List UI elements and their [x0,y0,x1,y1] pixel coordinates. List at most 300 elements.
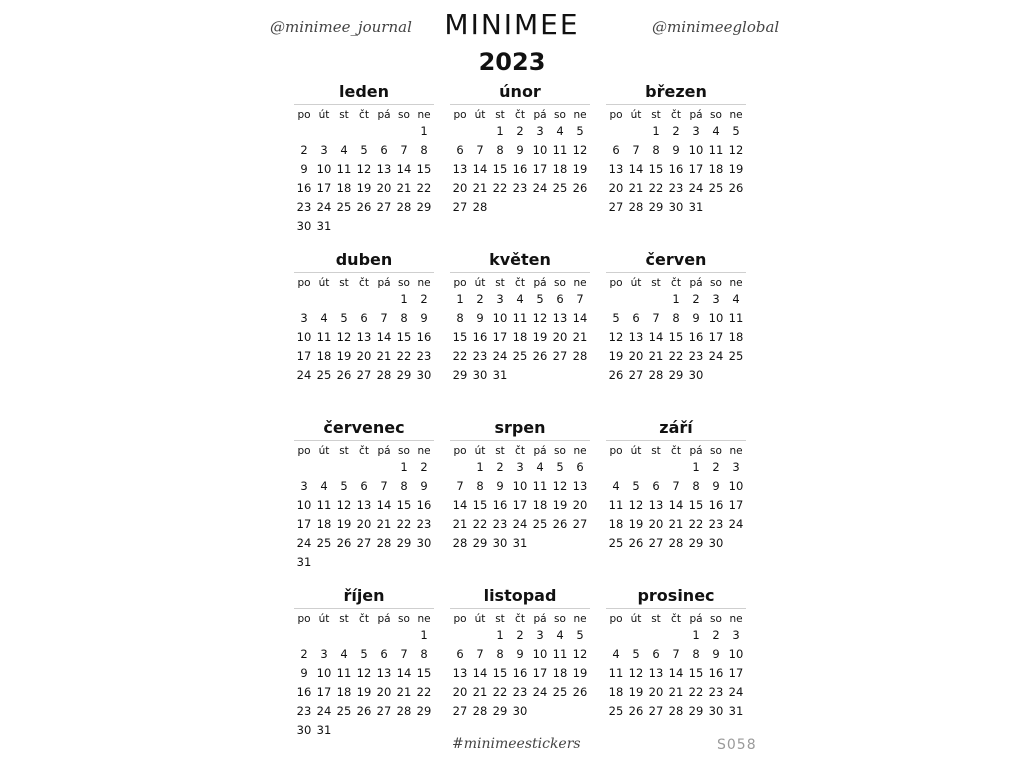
day-number: 3 [300,311,308,325]
day-number: 16 [296,685,312,699]
day-number: 12 [628,498,644,512]
weekday-label: po [297,445,311,457]
day-grid [606,290,746,385]
day-number: 29 [648,200,664,214]
empty-cell [334,626,354,645]
day-number: 20 [376,685,392,699]
day-number: 25 [532,517,548,531]
month-4 [294,250,434,385]
empty-cell [294,290,314,309]
day-number: 9 [692,311,700,325]
empty-cell [354,458,374,477]
day-number: 16 [708,498,724,512]
weekday-header [450,444,590,458]
day-number: 6 [652,479,660,493]
day-number: 22 [492,685,508,699]
day-number: 10 [688,143,704,157]
day-number: 2 [516,124,524,138]
weekday-header [606,612,746,626]
weekday-header [606,444,746,458]
day-number: 20 [648,517,664,531]
day-number: 26 [608,368,624,382]
day-number: 6 [456,647,464,661]
day-grid [606,122,746,217]
day-number: 17 [512,498,528,512]
month-rule [294,272,434,273]
day-number: 1 [672,292,680,306]
month-6 [606,250,746,385]
day-number: 12 [356,162,372,176]
day-number: 18 [608,517,624,531]
day-number: 10 [728,647,744,661]
day-number: 30 [416,368,432,382]
day-number: 16 [492,498,508,512]
month-name: srpen [494,418,546,437]
day-number: 11 [728,311,744,325]
day-number: 23 [708,517,724,531]
day-number: 6 [380,647,388,661]
empty-cell [450,458,470,477]
month-7 [294,418,434,572]
day-number: 5 [576,124,584,138]
day-number: 5 [556,460,564,474]
day-number: 23 [708,685,724,699]
day-number: 6 [360,479,368,493]
day-number: 22 [492,181,508,195]
day-number: 2 [712,460,720,474]
day-number: 12 [336,330,352,344]
day-number: 13 [608,162,624,176]
month-name: květen [489,250,551,269]
day-number: 14 [472,666,488,680]
year-title: 2023 [478,48,546,76]
month-rule [294,440,434,441]
day-number: 22 [396,517,412,531]
day-number: 15 [648,162,664,176]
day-number: 25 [512,349,528,363]
day-number: 20 [376,181,392,195]
day-number: 1 [400,292,408,306]
month-name: říjen [343,586,385,605]
day-number: 9 [516,647,524,661]
day-number: 24 [688,181,704,195]
day-number: 13 [648,498,664,512]
day-number: 3 [732,628,740,642]
day-number: 3 [732,460,740,474]
day-number: 19 [572,162,588,176]
day-number: 27 [572,517,588,531]
day-grid [450,458,590,553]
month-12 [606,586,746,721]
weekday-label: st [339,109,349,121]
weekday-label: so [710,613,722,625]
day-number: 16 [512,162,528,176]
month-name: červen [645,250,707,269]
day-number: 1 [420,124,428,138]
day-number: 23 [416,517,432,531]
day-number: 31 [316,723,332,737]
weekday-label: ne [573,445,587,457]
day-number: 27 [552,349,568,363]
day-number: 18 [512,330,528,344]
day-number: 25 [608,536,624,550]
day-grid [450,626,590,721]
day-number: 15 [472,498,488,512]
day-number: 22 [396,349,412,363]
day-number: 28 [572,349,588,363]
day-number: 27 [376,200,392,214]
day-number: 17 [728,498,744,512]
day-number: 29 [668,368,684,382]
weekday-label: po [453,445,467,457]
weekday-label: po [609,109,623,121]
day-number: 13 [572,479,588,493]
day-number: 29 [452,368,468,382]
day-number: 24 [316,704,332,718]
day-number: 7 [652,311,660,325]
weekday-label: pá [533,445,547,457]
day-number: 17 [316,181,332,195]
weekday-label: čt [515,445,525,457]
day-number: 8 [420,647,428,661]
weekday-label: pá [533,277,547,289]
day-number: 19 [356,685,372,699]
empty-cell [314,122,334,141]
weekday-label: po [453,109,467,121]
day-number: 19 [336,349,352,363]
day-number: 11 [532,479,548,493]
day-number: 9 [516,143,524,157]
month-rule [450,104,590,105]
day-number: 29 [688,536,704,550]
day-number: 1 [496,628,504,642]
weekday-label: ne [417,109,431,121]
empty-cell [314,458,334,477]
day-number: 21 [572,330,588,344]
weekday-label: st [339,277,349,289]
day-number: 15 [668,330,684,344]
day-number: 18 [336,181,352,195]
weekday-label: po [297,613,311,625]
day-number: 16 [296,181,312,195]
day-number: 14 [396,162,412,176]
weekday-label: čt [671,613,681,625]
day-number: 8 [692,479,700,493]
empty-cell [354,122,374,141]
day-number: 4 [712,124,720,138]
day-number: 10 [316,162,332,176]
empty-cell [294,122,314,141]
day-number: 4 [556,124,564,138]
day-number: 25 [336,200,352,214]
weekday-label: po [453,277,467,289]
weekday-label: so [554,109,566,121]
day-number: 16 [708,666,724,680]
day-number: 12 [728,143,744,157]
product-code: S058 [717,737,757,753]
empty-cell [334,458,354,477]
weekday-label: ne [729,613,743,625]
day-number: 23 [688,349,704,363]
empty-cell [394,122,414,141]
day-number: 22 [688,517,704,531]
weekday-label: út [630,277,642,289]
day-number: 8 [672,311,680,325]
day-number: 11 [708,143,724,157]
day-number: 7 [400,647,408,661]
day-number: 18 [336,685,352,699]
day-number: 14 [628,162,644,176]
day-number: 14 [376,330,392,344]
day-number: 7 [400,143,408,157]
weekday-label: pá [377,613,391,625]
weekday-label: pá [533,613,547,625]
month-name: prosinec [637,586,715,605]
empty-cell [606,122,626,141]
day-number: 13 [452,162,468,176]
day-number: 27 [356,368,372,382]
day-number: 21 [472,685,488,699]
day-number: 11 [608,666,624,680]
day-number: 5 [632,647,640,661]
day-number: 12 [608,330,624,344]
weekday-label: út [318,109,330,121]
day-number: 6 [612,143,620,157]
weekday-label: ne [573,109,587,121]
day-number: 23 [472,349,488,363]
weekday-label: st [495,109,505,121]
day-number: 10 [532,143,548,157]
day-number: 25 [608,704,624,718]
day-number: 28 [376,536,392,550]
day-number: 28 [452,536,468,550]
day-number: 9 [712,647,720,661]
day-number: 4 [516,292,524,306]
weekday-header [294,612,434,626]
month-10 [294,586,434,740]
day-number: 1 [420,628,428,642]
month-9 [606,418,746,553]
weekday-label: st [651,109,661,121]
day-number: 26 [356,704,372,718]
day-number: 1 [692,628,700,642]
day-number: 23 [512,685,528,699]
day-number: 2 [712,628,720,642]
day-number: 13 [376,162,392,176]
day-number: 24 [512,517,528,531]
day-number: 21 [376,517,392,531]
weekday-label: so [710,445,722,457]
day-number: 21 [396,685,412,699]
day-number: 27 [376,704,392,718]
weekday-label: pá [689,277,703,289]
day-number: 22 [472,517,488,531]
empty-cell [294,626,314,645]
weekday-label: út [630,109,642,121]
day-number: 9 [420,479,428,493]
day-number: 18 [728,330,744,344]
day-number: 13 [648,666,664,680]
day-number: 29 [416,200,432,214]
weekday-header [294,276,434,290]
handle-right: @minimeeglobal [652,18,780,36]
day-number: 30 [708,704,724,718]
day-number: 24 [728,685,744,699]
empty-cell [354,290,374,309]
day-number: 3 [536,628,544,642]
weekday-label: so [554,277,566,289]
day-number: 1 [456,292,464,306]
day-number: 12 [628,666,644,680]
day-number: 22 [452,349,468,363]
day-number: 23 [512,181,528,195]
month-name: únor [499,82,541,101]
day-number: 11 [336,666,352,680]
day-number: 4 [612,647,620,661]
empty-cell [470,122,490,141]
day-number: 14 [452,498,468,512]
day-number: 9 [672,143,680,157]
weekday-header [450,612,590,626]
day-number: 24 [728,517,744,531]
day-number: 31 [296,555,312,569]
weekday-header [606,108,746,122]
day-number: 6 [380,143,388,157]
weekday-label: út [318,277,330,289]
weekday-label: pá [689,613,703,625]
day-number: 13 [552,311,568,325]
day-number: 31 [492,368,508,382]
day-number: 9 [300,666,308,680]
day-number: 9 [420,311,428,325]
day-number: 25 [728,349,744,363]
day-number: 31 [316,219,332,233]
day-number: 17 [296,517,312,531]
day-number: 11 [336,162,352,176]
day-number: 18 [708,162,724,176]
empty-cell [374,626,394,645]
day-number: 4 [612,479,620,493]
day-number: 24 [296,536,312,550]
day-number: 7 [380,479,388,493]
empty-cell [666,458,686,477]
day-number: 23 [492,517,508,531]
weekday-label: ne [417,445,431,457]
day-number: 30 [708,536,724,550]
day-grid [606,458,746,553]
day-number: 1 [692,460,700,474]
weekday-label: út [318,445,330,457]
day-number: 19 [552,498,568,512]
day-number: 3 [300,479,308,493]
weekday-label: út [474,613,486,625]
day-number: 17 [532,666,548,680]
day-number: 14 [668,498,684,512]
weekday-label: ne [573,613,587,625]
day-number: 27 [608,200,624,214]
weekday-label: pá [377,277,391,289]
day-number: 22 [648,181,664,195]
day-grid [450,290,590,385]
day-number: 5 [612,311,620,325]
day-number: 5 [576,628,584,642]
weekday-label: čt [515,109,525,121]
day-number: 23 [296,704,312,718]
month-rule [450,440,590,441]
day-number: 11 [608,498,624,512]
day-number: 3 [320,647,328,661]
day-number: 24 [296,368,312,382]
day-number: 6 [652,647,660,661]
day-number: 5 [340,311,348,325]
day-grid [294,290,434,385]
day-number: 14 [648,330,664,344]
day-number: 26 [336,536,352,550]
weekday-label: so [398,109,410,121]
day-number: 15 [492,666,508,680]
day-number: 10 [296,330,312,344]
weekday-label: st [339,445,349,457]
day-number: 16 [472,330,488,344]
day-number: 7 [380,311,388,325]
day-number: 29 [396,368,412,382]
day-number: 20 [356,517,372,531]
day-number: 7 [456,479,464,493]
day-number: 3 [536,124,544,138]
day-number: 19 [336,517,352,531]
day-number: 26 [532,349,548,363]
weekday-label: po [297,109,311,121]
day-number: 20 [552,330,568,344]
day-number: 31 [688,200,704,214]
day-number: 6 [556,292,564,306]
day-number: 26 [356,200,372,214]
month-name: červenec [323,418,405,437]
day-number: 28 [668,704,684,718]
day-number: 5 [360,143,368,157]
day-number: 25 [552,181,568,195]
day-number: 10 [728,479,744,493]
day-number: 19 [532,330,548,344]
day-number: 30 [492,536,508,550]
empty-cell [450,626,470,645]
day-grid [294,626,434,740]
day-number: 1 [400,460,408,474]
day-number: 15 [416,666,432,680]
day-number: 20 [648,685,664,699]
day-number: 17 [296,349,312,363]
month-rule [606,272,746,273]
weekday-label: st [495,445,505,457]
weekday-label: so [554,613,566,625]
day-number: 2 [516,628,524,642]
weekday-label: čt [359,109,369,121]
day-number: 17 [688,162,704,176]
day-number: 17 [532,162,548,176]
day-grid [450,122,590,217]
weekday-label: st [651,613,661,625]
day-number: 28 [628,200,644,214]
day-number: 5 [536,292,544,306]
hashtag: #minimeestickers [452,736,581,752]
day-number: 15 [688,498,704,512]
weekday-label: st [495,613,505,625]
day-number: 23 [668,181,684,195]
day-number: 21 [668,685,684,699]
empty-cell [606,458,626,477]
day-number: 7 [476,647,484,661]
empty-cell [450,122,470,141]
